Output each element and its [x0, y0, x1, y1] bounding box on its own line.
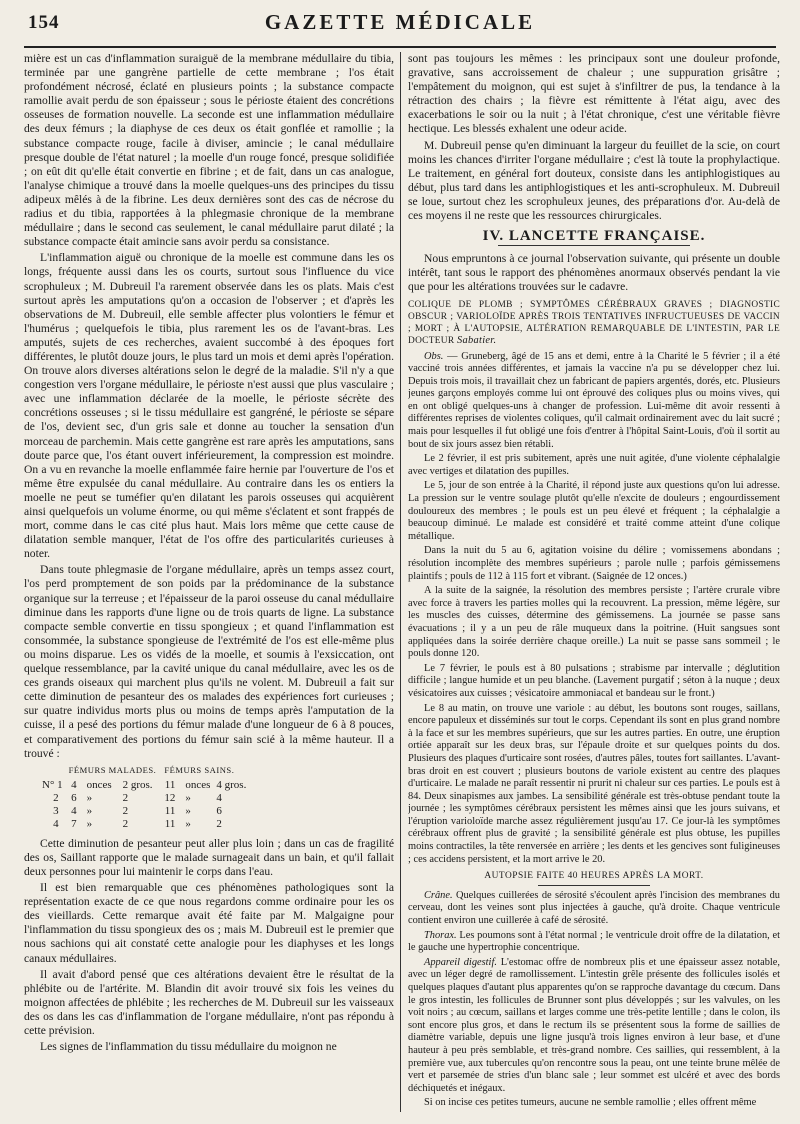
- paragraph: Cette diminution de pesanteur peut aller plus loin ; dans un cas de fragilité des os, Saillant rapporte que le malade surnageait dans un bain, et qu'il fallait deux personnes pour lui maintenir le corps dans l'eau.: [24, 836, 394, 878]
- paragraph: Le 8 au matin, on trouve une variole : au début, les boutons sont rouges, saillans, encore papuleux et disséminés sur tout le corps. Cependant ils sont en plus grand nombre à la face et sur les membres supérieurs, que sur les autres parties. En outre, une éruption ortiée apparaît sur les deux bras, sur l'épaule droite et sur quelques points du dos. Plusieurs des plaques d'urticaire sont rosées, d'autres pâles, toutes fort saillantes. L'avant-bras droit en est couvert ; plusieurs boutons de variole existent au centre des plaques d'urticaire. Le malade ne paraît ressentir ni prurit ni chaleur sur ces parties. Le pouls est à 84. Deux sinapismes aux jambes. La sensibilité générale est très-obtuse pendant toute la journée ; les symptômes cérébraux persistent les mêmes ainsi que les jours suivans, et l'éruption varioloïde marche assez régulièrement jusqu'au 17. Ce jour-là les symptômes cérébraux offrent plus de gravité ; la sensibilité générale est plus obtuse, les pupilles moins contractiles, la tête renversée en arrière ; les dents et les gencives sont fuligineuses ; ces accidens persistent, et la mort arrive le 20.: [408, 702, 780, 865]
- table-row: [42, 779, 252, 792]
- cell: »: [86, 791, 93, 804]
- cell: 2: [216, 817, 222, 830]
- paragraph: Le 5, jour de son entrée à la Charité, il répond juste aux questions qu'on lui adresse. La pression sur le ventre soulage plutôt qu'elle n'excite de douleurs ; engourdissement douloureux des membres ; le pouls est un peu élevé et fréquent ; la céphalalgie a beaucoup diminué. Le malade est considéré et traité comme atteint d'une colique métallique.: [408, 480, 780, 542]
- cell: »: [185, 791, 191, 804]
- autopsy-heading: AUTOPSIE FAITE 40 HEURES APRÈS LA MORT.: [484, 871, 704, 882]
- row-number: 3: [53, 804, 59, 817]
- paragraph: [408, 957, 780, 1096]
- case-heading: [408, 299, 780, 347]
- cell: 2: [122, 791, 129, 804]
- cell: »: [86, 804, 93, 817]
- organ-text: Les poumons sont à l'état normal ; le ventricule droit offre de la dilatation, et le gauche une hypertrophie concentrique.: [408, 929, 780, 954]
- obs-text: — Gruneberg, âgé de 15 ans et demi, entre à la Charité le 5 février ; il a été vacciné trois années différentes, et jamais la vaccine n'a pu se développer chez lui. Depuis trois mois, il travaillait chez un fabricant de papiers argentés, dorés, etc. Plusieurs jeunes garçons employés comme lui ont éprouvé des coliques plus ou moins vives, qui en ont obligé quelques-uns à changer de profession. Lui-même dit avoir ressenti à différentes reprises de violentes coliques, qu'il calmait ordinairement avec du lait sucré ; mais pour lesquelles il fut obligé une fois d'entrer à l'hôpital Saint-Louis, d'où il sortit au bout de six jours assez bien rétabli.: [408, 350, 780, 450]
- observation: [408, 351, 780, 1110]
- section-rule: [498, 245, 690, 246]
- cell: 4: [216, 791, 222, 804]
- paragraph: Dans toute phlegmasie de l'organe médullaire, après un temps assez court, l'os perd promptement de son poids par la prédominance de la substance organique sur la terreuse ; et l'épaisseur de la paroi osseuse du canal médullaire diminue dans les rapports d'une ligne ou de trois quarts de ligne. La substance compacte semble convertie en tissu spongieux ; et quand l'inflammation est consommée, la substance spongieuse de l'extrémité de l'os est elle-même plus ou moins disparue. Les os vidés de la moelle, et soumis à l'exsiccation, ont quelque ressemblance, par la cavité unique du canal médullaire, avec les os de ces grands oiseaux qui marchent plus qu'ils ne volent. M. Dubreuil a fait sur cette diminution de pesanteur des os malades des expériences fort curieuses ; sur quatre individus morts plus ou moins de temps après l'amputation de la cuisse, il a pesé des portions du fémur malade d'une longueur de 6 à 8 pouces, et comparativement des portions du fémur sain scié à la même hauteur. Il a trouvé :: [24, 563, 394, 760]
- paragraph: Le 2 février, il est pris subitement, après une nuit agitée, d'une violente céphalalgie avec vertiges et dilatation des pupilles.: [408, 453, 780, 477]
- cell: 6: [216, 804, 222, 817]
- cell: 11: [164, 804, 176, 817]
- page-header: [0, 0, 800, 44]
- cell: onces: [185, 778, 211, 791]
- organ-label: Appareil digestif.: [424, 956, 497, 968]
- paragraph: [408, 351, 780, 452]
- cell: »: [185, 817, 191, 830]
- organ-label: Thorax.: [424, 929, 457, 941]
- paragraph: Il est bien remarquable que ces phénomènes pathologiques sont la représentation exacte de ce que nous regardons comme ordinaire pour les os des vieillards. Cette remarque avait été faite par M. Malgaigne pour l'inflammation du tissu spongieux des os ; mais M. Dubreuil est le premier que nous sachions qui ait constaté cette analogie pour les diaphyses et les longs canaux médullaires.: [24, 881, 394, 965]
- row-number: N° 1: [42, 778, 63, 791]
- left-column: [24, 52, 394, 1118]
- cell: 11: [164, 817, 176, 830]
- cell: »: [185, 804, 191, 817]
- cell: »: [86, 817, 93, 830]
- header-diseased: FÉMURS MALADES.: [68, 764, 157, 775]
- femur-weights-table: [42, 763, 252, 831]
- case-heading-text: COLIQUE DE PLOMB ; SYMPTÔMES CÉRÉBRAUX GRAVES ; DIAGNOSTIC OBSCUR ; VARIOLOÏDE APRÈS TROIS TENTATIVES INFRUCTUEUSES DE VACCIN ; MORT ; À L'AUTOPSIE, ALTÉRATION REMARQUABLE DE L'INTESTIN, PAR LE DOCTEUR: [408, 299, 780, 346]
- cell: 7: [71, 817, 77, 830]
- section-title: IV. LANCETTE FRANÇAISE.: [482, 228, 706, 245]
- cell: 11: [164, 778, 176, 791]
- paragraph: L'inflammation aiguë ou chronique de la moelle est commune dans les os longs, fréquente aussi dans les os courts, surtout sous l'influence du vice scrophuleux ; M. Dubreuil l'a rarement observée dans les os plats. Mais c'est surtout après les amputations qu'on a occasion de l'observer ; et d'après les observations de M. Dubreuil, elle semble affecter plus volontiers le fémur et l'humérus ; quelquefois le tibia, plus rarement les os de l'avant-bras. Les amputés, sujets de ces recherches, avaient succombé à des époques fort différentes, le plutôt douze jours, le plus tard un mois et demi après l'opération. On trouve alors diverses altérations selon le degré de la maladie. S'il n'y a que congestion vers l'organe médullaire, le périoste n'est aussi que plus vasculaire ; avec une inflammation déclarée de la moelle, le périoste sécrète des concrétions osseuses ; si le tissu médullaire est gangréné, le périoste se sépare de l'os, devient sec, d'un gris sale et donne au toucher la sensation d'un morceau de parchemin. Mais cette gangrène est rare après les amputations, sans doute parce que, l'os étant ouvert inférieurement, la compression est moindre. On a vu en revanche la moelle enflammée faire hernie par l'ouverture de l'os et même être expulsée du canal médullaire. Au contraire dans les os entiers la moelle ne peut se tuméfier qu'en dilatant les parois osseuses qui acquièrent ainsi quelquefois un volume énorme, ou qui même s'éclatent et sont frappés de mort, comme dans le cas cité plus haut. Mais lors même que cette cause de dilatation semble manquer, l'état de l'os offre des particularités curieuses à noter.: [24, 251, 394, 561]
- right-column: [408, 52, 780, 1118]
- obs-label: Obs.: [424, 350, 444, 362]
- case-author: Sabatier.: [457, 334, 497, 346]
- organ-text: Quelques cuillerées de sérosité s'écoulent après l'incision des membranes du cerveau, dont les veines sont plus injectées à gauche, qu'à droite. Chaque ventricule contient environ une cuillerée à café de sérosité.: [408, 889, 780, 927]
- table-header-row: [42, 763, 252, 779]
- paragraph: Dans la nuit du 5 au 6, agitation voisine du délire ; vomissemens abondans ; résolution incomplète des membres supérieurs ; parole nulle ; parfois gémissemens plaintifs ; pouls de 112 à 115 fort et vibrant. (Saignée de 12 onces.): [408, 545, 780, 582]
- cell: 12: [164, 791, 176, 804]
- cell: 4 gros.: [216, 778, 247, 791]
- paragraph: Si on incise ces petites tumeurs, aucune ne semble ramollie ; elles offrent même: [424, 1097, 757, 1109]
- cell: 6: [71, 791, 77, 804]
- header-rule: [24, 46, 776, 48]
- table-row: [42, 818, 252, 831]
- cell: 4: [71, 804, 77, 817]
- organ-text: L'estomac offre de nombreux plis et une épaisseur assez notable, avec un léger degré de ramollissement. L'intestin grêle présente des follicules isolés et quelques plaques d'autant plus apparentes qu'on se rapproche davantage du cœcum. Dans le gros intestin, les follicules de Brunner sont plus développés ; sur les valvules, on les voit noirs ; au cœcum, saillans et larges comme une très-petite lentille ; dans le colon, ils sont encore plus gros, et dans le rectum ils se présentent sous la forme de saillies de diamètre variable, depuis une ligne jusqu'à trois lignes environ à leur base, et d'une hauteur à peu près semblable, et très-grand nombre. Ces saillies, qui ressemblent, à la première vue, aux tubercules qu'on rencontre sous la peau, ont une teinte brune mêlée de vert et parsemée de stries d'un blanc sale ; leur sommet est ulcéré et avec des bords déchiquetés et inégaux.: [408, 956, 780, 1094]
- organ-label: Crâne.: [424, 889, 453, 901]
- table-row: [42, 805, 252, 818]
- paragraph: A la suite de la saignée, la résolution des membres persiste ; l'artère crurale vibre avec force à travers les parties molles qui la recouvrent. La pression, même légère, sur les muscles des cuisses, détermine des gémissemens. La journée se passe sans évacuations ; il y a un peu de râle muqueux dans la poitrine. (Huit sangsues sont appliquées dans la soirée derrière chaque oreille.) La nuit se passe sans sommeil ; le pouls donne 120.: [408, 585, 780, 660]
- paragraph: [408, 890, 780, 928]
- column-divider: [400, 52, 401, 1112]
- cell: 2: [122, 817, 129, 830]
- cell: 4: [71, 778, 77, 791]
- paragraph: Il avait d'abord pensé que ces altérations devaient être le résultat de la phlébite ou de l'artérite. M. Blandin dit avoir trouvé six fois les veines du moignon affectées de phlébite ; les recherches de M. Dubreuil sur les vaisseaux des os dans les cas d'inflammation de l'organe médullaire, n'ont pas répondu à cette prévision.: [24, 967, 394, 1037]
- paragraph: Le 7 février, le pouls est à 80 pulsations ; strabisme par intervalle ; déglutition difficile ; langue humide et un peu blanche. (Lavement purgatif ; séton à la nuque ; deux vésicatoires aux cuisses ; vésicatoire ammoniacal et bandeau sur le front.): [408, 662, 780, 699]
- paragraph: [408, 930, 780, 955]
- header-healthy: FÉMURS SAINS.: [164, 764, 235, 775]
- row-number: 2: [53, 791, 59, 804]
- table-row: [42, 792, 252, 805]
- paragraph: mière est un cas d'inflammation suraiguë de la membrane médullaire du tibia, terminée par une gangrène partielle de cette membrane ; l'os était profondément nécrosé, éclaté en plusieurs points ; la substance compacte ramollie avait perdu de son épaisseur ; sous le périoste étaient des concrétions osseuses de formation nouvelle. La seconde est une inflammation médullaire des deux fémurs ; la diaphyse de ces deux os était gonflée et ramollie ; la substance compacte rouge, facile à diviser, amincie ; le canal médullaire presque double de l'état naturel ; la moelle d'un rouge foncé, presque solidifiée ; on eût dit qu'elle était convertie en fibrine ; et de fait, dans un cas analogue, l'analyse chimique a trouvé dans la moelle quelques-uns des principes du tissu adipeux mêlés à de la fibrine. Les deux dernières sont des cas de nécrose du radius et du tibia, rapportées à la phlegmasie chronique de la membrane médullaire ; dans le second cas seulement, le canal médullaire parut dilaté ; la substance compacte était amincie sans avoir perdu sa consistance.: [24, 52, 394, 249]
- journal-title: GAZETTE MÉDICALE: [264, 10, 536, 34]
- row-number: 4: [53, 817, 59, 830]
- cell: 2: [122, 804, 129, 817]
- cell: onces: [86, 778, 112, 791]
- paragraph: Nous empruntons à ce journal l'observation suivante, qui présente un double intérêt, tant sous le rapport des phénomènes anormaux observés pendant la vie que pour les altérations trouvées sur le cadavre.: [408, 252, 780, 294]
- page-number: 154: [28, 12, 60, 33]
- cell: 2 gros.: [122, 778, 153, 791]
- autopsy-rule: [538, 885, 650, 886]
- paragraph: Les signes de l'inflammation du tissu médullaire du moignon ne: [40, 1040, 337, 1054]
- paragraph: M. Dubreuil pense qu'en diminuant la largeur du feuillet de la scie, on court moins les chances d'irriter l'organe médullaire ; c'est là toute la prophylactique. Le traitement, en général fort douteux, consiste dans les antiphlogistiques au début, plus tard dans les antiphlogistiques et les anti-scrophuleux. M. Dubreuil se loue, surtout chez les scrophuleux jeunes, des préparations d'or. Au-delà de ces moyens il ne reste que les ressources chirurgicales.: [408, 138, 780, 223]
- paragraph: sont pas toujours les mêmes : les principaux sont une douleur profonde, gravative, sans accroissement de chaleur ; une suppuration grisâtre ; l'empâtement du moignon, qui est sujet à s'infiltrer de pus, la tendance à la rétraction des chairs ; la fièvre est rémittente à l'état aigu, avec des exacerbations le soir ou la nuit ; à l'état chronique, c'est une véritable fièvre hectique. Les blessés exhalent une odeur acide.: [408, 52, 780, 136]
